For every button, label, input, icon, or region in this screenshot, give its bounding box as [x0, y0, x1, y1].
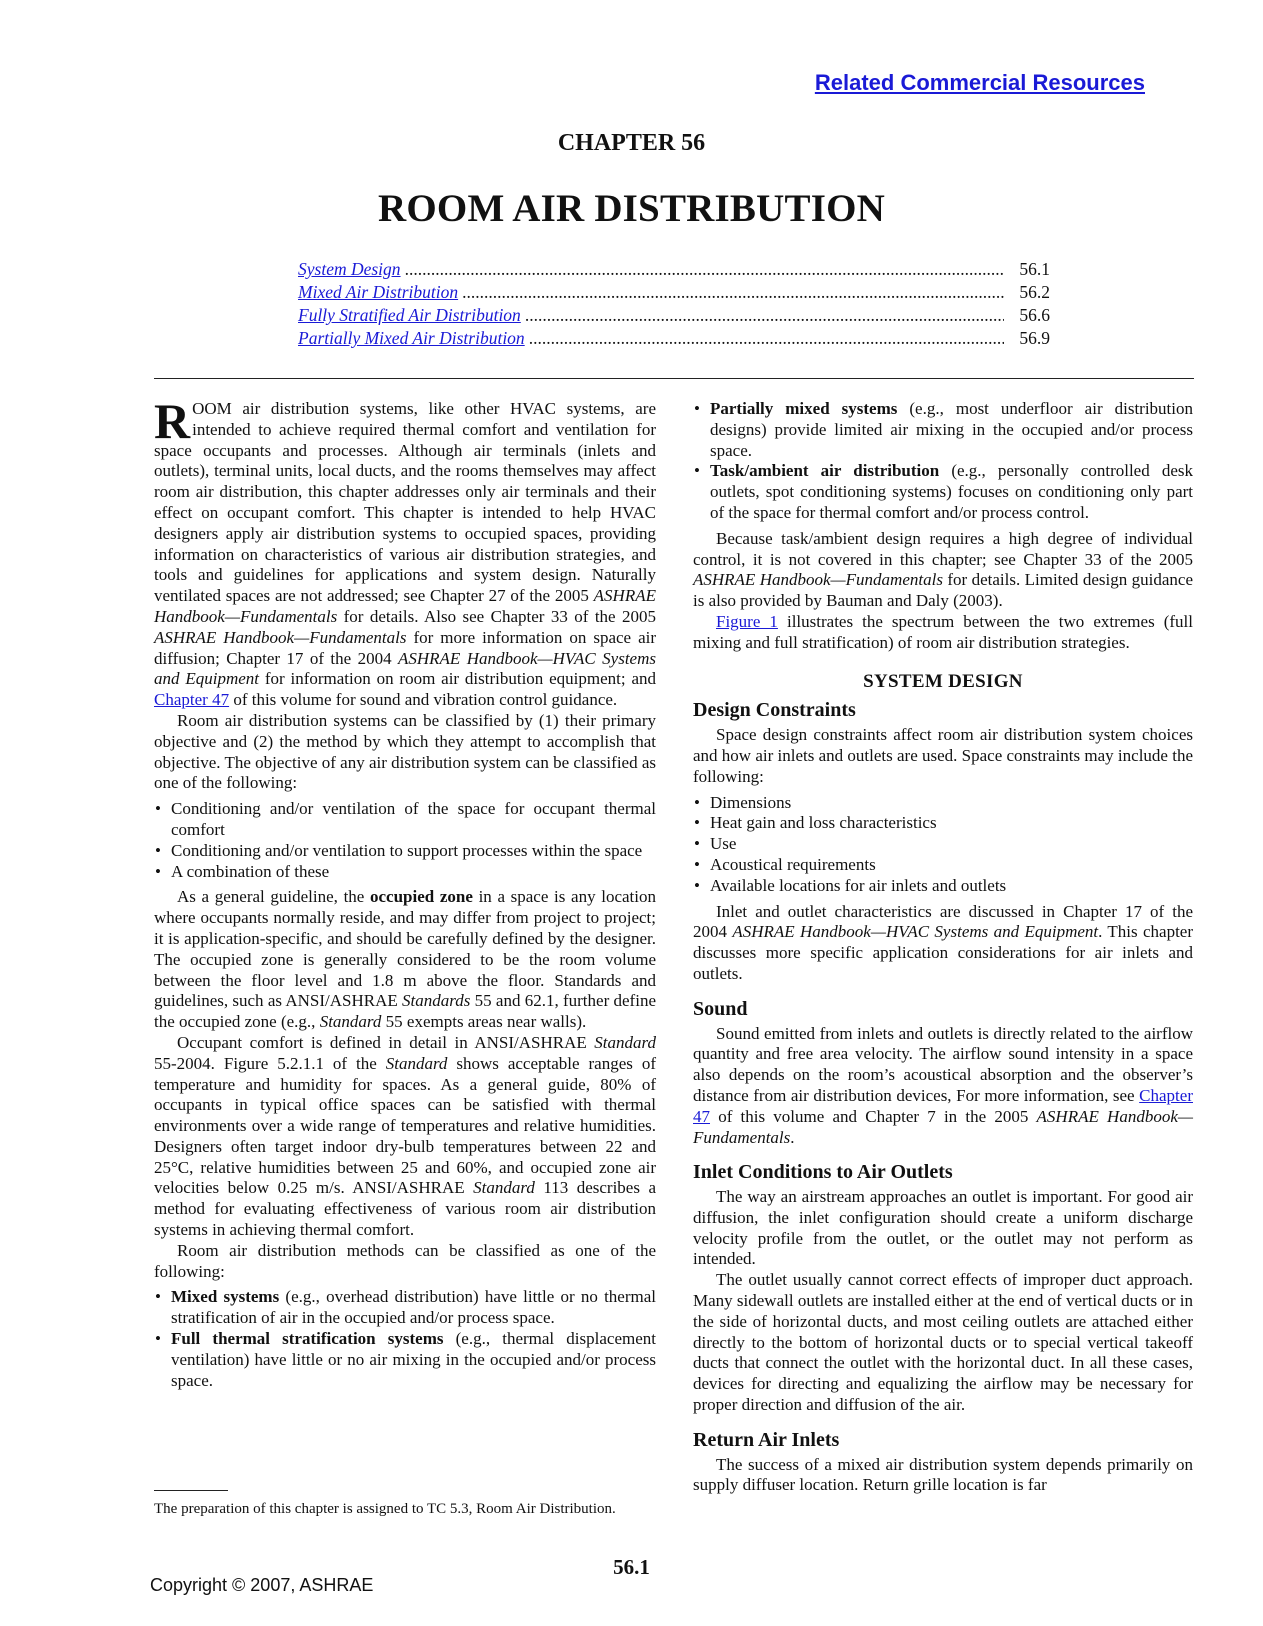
text: Occupant comfort is defined in detail in ANSI/ASHRAE	[177, 1032, 595, 1052]
text: Standard	[594, 1032, 656, 1052]
objective-list	[154, 799, 656, 882]
text: .	[790, 1127, 795, 1147]
list-item: • Conditioning and/or ventilation to support processes within the space	[154, 841, 656, 862]
text: ASHRAE Handbook—Fundamentals	[693, 1106, 1193, 1147]
left-column	[154, 393, 657, 1396]
text: (e.g., personally controlled desk outlets, spot conditioning systems) focuses on conditioning only part of the space for thermal comfort and/or process control.	[710, 461, 1193, 522]
text: (e.g., overhead distribution) have little or no thermal stratification of air in the occupied and/or process space.	[171, 1287, 656, 1328]
text: for details. Also see Chapter 33 of the 2005	[337, 606, 656, 626]
list-item	[693, 461, 1193, 523]
text: Inlet and outlet characteristics are discussed in Chapter 17 of the 2004	[693, 901, 1193, 942]
text: Standard	[473, 1178, 535, 1198]
text: occupied zone	[370, 887, 473, 907]
text: (e.g., thermal displacement ventilation) have little or no air mixing in the occupied and/or process space.	[171, 1329, 656, 1390]
figure-1-link[interactable]: Figure 1	[716, 611, 778, 631]
text: 55-2004. Figure 5.2.1.1 of the	[154, 1053, 386, 1073]
text: OOM air distribution systems, like other HVAC systems, are intended to achieve required thermal comfort and ventilation for space occupants and processes. Although air terminals (inlets and outlets), terminal units, local ducts, and the rooms themselves may affect room air distribution, this chapter addresses only air terminals and their effect on occupant comfort. This chapter is intended to help HVAC designers apply air distribution systems to occupied spaces, providing information on characteristics of various air distribution strategies, and tools and guidelines for applications and system design. Naturally ventilated spaces are not addressed; see Chapter 27 of the 2005	[154, 399, 656, 606]
text: for details. Limited design guidance is also provided by Bauman and Daly (2003).	[693, 570, 1193, 611]
paragraph	[693, 902, 1193, 985]
chapter-number: CHAPTER 56	[557, 130, 706, 156]
text: Standard	[319, 1012, 382, 1032]
text: Because task/ambient design requires a high degree of individual control, it is not covered in this chapter; see Chapter 33 of the 2005	[693, 528, 1193, 569]
subheading-design-constraints: Design Constraints	[693, 699, 856, 722]
text: Standard	[385, 1053, 448, 1073]
paragraph: The success of a mixed air distribution system depends primarily on supply diffuser location. Return grille location is far	[693, 1454, 1193, 1495]
paragraph	[693, 529, 1193, 612]
text: Full thermal stratification systems	[171, 1329, 444, 1349]
text: Standards	[402, 991, 471, 1011]
list-item: • Dimensions	[693, 793, 1193, 814]
paragraph	[693, 1024, 1193, 1149]
constraints-list	[693, 793, 1193, 897]
footnote: The preparation of this chapter is assigned to TC 5.3, Room Air Distribution.	[154, 1501, 616, 1517]
toc-leader	[405, 259, 1004, 280]
text: (e.g., most underfloor air distribution designs) provide limited air mixing in the occupied and/or process space.	[710, 399, 1194, 460]
toc-leader	[462, 282, 1004, 303]
chapter-title: ROOM AIR DISTRIBUTION	[378, 187, 885, 230]
text: . This chapter discusses more specific application considerations for air inlets and outlets.	[693, 922, 1194, 983]
text: ASHRAE Handbook—HVAC Systems and Equipment	[154, 648, 656, 689]
text: Task/ambient air distribution	[710, 461, 940, 481]
list-item: • Acoustical requirements	[693, 855, 1193, 876]
toc-link-mixed-air[interactable]: Mixed Air Distribution	[298, 282, 459, 302]
subheading-inlet-conditions: Inlet Conditions to Air Outlets	[693, 1161, 953, 1184]
text: Mixed systems	[171, 1287, 280, 1307]
paragraph: Room air distribution methods can be classified as one of the following:	[154, 1240, 656, 1281]
text: ASHRAE Handbook—Fundamentals	[154, 586, 656, 626]
text: of this volume for sound and vibration control guidance.	[229, 690, 618, 710]
text: of this volume and Chapter 7 in the 2005	[710, 1106, 1037, 1126]
text: ASHRAE Handbook—Fundamentals	[154, 627, 407, 647]
text: 113 describes a method for evaluating effectiveness of various room air distribution systems in achieving thermal comfort.	[154, 1178, 657, 1240]
paragraph	[154, 887, 656, 1033]
right-column	[693, 399, 1193, 1496]
paragraph: Space design constraints affect room air distribution system choices and how air inlets and outlets are used. Space constraints may include the following:	[693, 725, 1193, 786]
paragraph: Room air distribution systems can be classified by (1) their primary objective and (2) the method by which they attempt to accomplish that objective. The objective of any air distribution system can be classified as one of the following:	[154, 710, 656, 793]
toc-leader	[529, 328, 1004, 349]
toc-link-system-design[interactable]: System Design	[298, 259, 401, 279]
list-item	[693, 399, 1193, 461]
footnote-divider	[154, 1490, 228, 1491]
list-item: • Heat gain and loss characteristics	[693, 813, 1193, 834]
toc-item	[298, 305, 1050, 328]
text: illustrates the spectrum between the two extremes (full mixing and full stratification) of room air distribution strategies.	[693, 611, 1193, 652]
section-heading-system-design: SYSTEM DESIGN	[863, 670, 1023, 692]
list-item	[154, 1287, 656, 1329]
toc-page: 56.9	[1019, 328, 1050, 348]
toc-link-fully-stratified[interactable]: Fully Stratified Air Distribution	[298, 305, 521, 325]
text: 55 and 62.1, further define the occupied zone (e.g.,	[154, 991, 656, 1032]
toc-item	[298, 328, 1050, 351]
text: As a general guideline, the	[177, 887, 370, 907]
paragraph	[154, 1033, 656, 1241]
toc-page: 56.2	[1019, 282, 1050, 302]
paragraph	[693, 612, 1193, 654]
header-divider	[154, 378, 1194, 379]
method-list	[154, 1287, 656, 1391]
method-list-continued	[693, 399, 1193, 524]
text: shows acceptable ranges of temperature and humidity for spaces. As a general guide, 80% of occupants in typical office spaces can be satisfied with thermal environments over a wide range of temperatures and relative humidities. Designers often target indoor dry-bulb temperatures between 22 and 25°C, relative humidities between 25 and 60%, and occupied zone air velocities below 0.25 m/s. ANSI/ASHRAE	[154, 1053, 656, 1198]
text: for information on room air distribution equipment; and	[259, 669, 656, 689]
intro-paragraph	[154, 393, 656, 711]
list-item: • Conditioning and/or ventilation of the space for occupant thermal comfort	[154, 799, 656, 841]
text: ASHRAE Handbook—Fundamentals	[693, 570, 943, 590]
paragraph: The way an airstream approaches an outlet is important. For good air diffusion, the inlet configuration should create a uniform discharge velocity profile from the outlet, or the outlet may not perform as intended.	[693, 1187, 1193, 1269]
page-number: 56.1	[613, 1555, 650, 1579]
chapter-47-link[interactable]: Chapter 47	[693, 1085, 1193, 1126]
drop-cap: R	[154, 393, 191, 449]
table-of-contents	[298, 259, 1050, 351]
text: 55 exempts areas near walls).	[381, 1012, 587, 1032]
toc-leader	[525, 305, 1004, 326]
list-item: • Use	[693, 834, 1193, 855]
text: Sound emitted from inlets and outlets is directly related to the airflow quantity and free area velocity. The airflow sound intensity in a space also depends on the room’s acoustical absorption and the observer’s distance from air distribution devices, For more information, see	[693, 1023, 1193, 1105]
related-commercial-resources-link[interactable]: Related Commercial Resources	[814, 70, 1145, 95]
text: Partially mixed systems	[710, 399, 898, 418]
toc-link-partially-mixed[interactable]: Partially Mixed Air Distribution	[298, 328, 525, 348]
text: in a space is any location where occupants normally reside, and may differ from project to project; it is application-specific, and should be carefully defined by the designer. The occupied zone is generally considered to be the room volume between the floor level and 1.8 m above the floor. Standards and guidelines, such as ANSI/ASHRAE	[154, 887, 656, 1011]
chapter-47-link[interactable]: Chapter 47	[154, 690, 230, 710]
text: for more information on space air diffusion; Chapter 17 of the 2004	[154, 627, 656, 668]
toc-page: 56.1	[1019, 259, 1050, 279]
text: ASHRAE Handbook—HVAC Systems and Equipment	[732, 922, 1099, 942]
toc-item	[298, 259, 1050, 282]
list-item: • Available locations for air inlets and outlets	[693, 876, 1193, 897]
copyright: Copyright © 2007, ASHRAE	[150, 1575, 374, 1595]
list-item: • A combination of these	[154, 862, 656, 883]
toc-item	[298, 282, 1050, 305]
subheading-sound: Sound	[693, 997, 748, 1020]
subheading-return-air-inlets: Return Air Inlets	[693, 1428, 840, 1451]
list-item	[154, 1329, 656, 1391]
paragraph: The outlet usually cannot correct effects of improper duct approach. Many sidewall outlets are installed either at the end of vertical ducts or in the side of horizontal ducts, and most ceiling outlets are attached either directly to the bottom of horizontal ducts or to special vertical takeoff ducts that connect the outlet with the horizontal duct. In all these cases, devices for directing and equalizing the airflow may be necessary for proper direction and diffusion of the air.	[693, 1270, 1193, 1415]
toc-page: 56.6	[1019, 305, 1050, 325]
